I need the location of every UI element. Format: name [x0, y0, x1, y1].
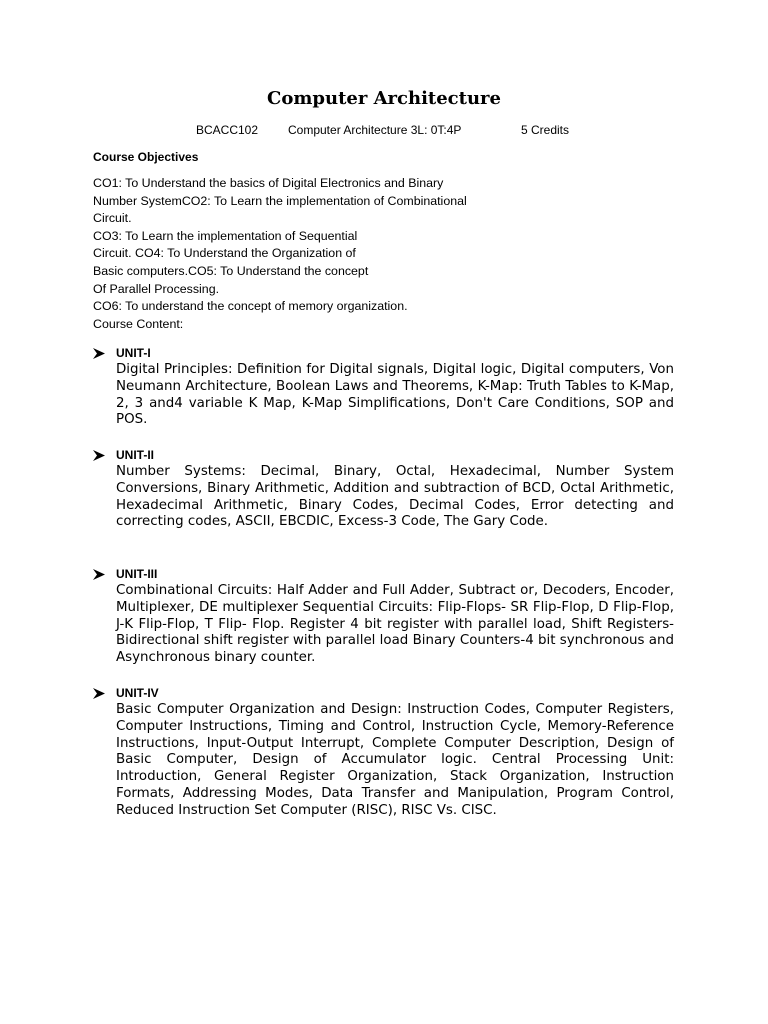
arrowhead-bullet-icon	[93, 569, 105, 580]
unit-description: Digital Principles: Definition for Digital signals, Digital logic, Digital computers, Von Neumann Architecture, Boolean Laws and Theorems, K-Map: Truth Tables to K-Map, 2, 3 and4 variable K Map, K-Map Simplifications, Don't Care Conditions, SOP and POS.	[116, 362, 674, 428]
objectives-heading: Course Objectives	[93, 150, 199, 164]
course-code: BCACC102	[196, 123, 259, 137]
unit-heading	[93, 565, 674, 583]
objective-line: Circuit.	[93, 211, 132, 226]
course-credits: 5 Credits	[521, 123, 570, 137]
unit-title: UNIT-III	[116, 567, 158, 581]
objective-line: CO6: To understand the concept of memory organization.	[93, 299, 408, 314]
unit-title: UNIT-I	[116, 346, 151, 360]
unit-section-2	[93, 446, 674, 531]
unit-title: UNIT-II	[116, 448, 154, 462]
unit-description: Basic Computer Organization and Design: Instruction Codes, Computer Registers, Computer Instructions, Timing and Control, Instruction Cycle, Memory-Reference Instructions, Input-Output Interrupt, Complete Computer Description, Design of Basic Computer, Design of Accumulator logic. Central Processing Unit: Introduction, General Register Organization, Stack Organization, Instruction Formats, Addressing Modes, Data Transfer and Manipulation, Program Control, Reduced Instruction Set Computer (RISC), RISC Vs. CISC.	[116, 702, 674, 818]
arrowhead-bullet-icon	[93, 348, 105, 359]
unit-heading	[93, 684, 674, 702]
unit-description: Number Systems: Decimal, Binary, Octal, Hexadecimal, Number System Conversions, Binary Arithmetic, Addition and subtraction of BCD, Octal Arithmetic, Hexadecimal Arithmetic, Binary Codes, Decimal Codes, Error detecting and correcting codes, ASCII, EBCDIC, Excess-3 Code, The Gary Code.	[116, 464, 674, 530]
unit-section-4	[93, 684, 674, 820]
objective-line: Circuit. CO4: To Understand the Organization of	[93, 246, 356, 261]
page-title: Computer Architecture	[267, 88, 501, 109]
unit-section-1	[93, 344, 674, 429]
objective-line: CO3: To Learn the implementation of Sequential	[93, 228, 358, 243]
objective-line: Number SystemCO2: To Learn the implementation of Combinational	[93, 193, 467, 208]
objective-line: CO1: To Understand the basics of Digital Electronics and Binary	[93, 176, 444, 190]
unit-title: UNIT-IV	[116, 686, 159, 700]
unit-heading	[93, 446, 674, 464]
course-info-line	[0, 121, 768, 139]
objective-line: Of Parallel Processing.	[93, 281, 220, 296]
objective-line: Basic computers.CO5: To Understand the concept	[93, 263, 369, 278]
unit-section-3	[93, 565, 674, 667]
arrowhead-bullet-icon	[93, 688, 105, 699]
arrowhead-bullet-icon	[93, 450, 105, 461]
course-content-label: Course Content:	[93, 316, 184, 331]
course-name: Computer Architecture 3L: 0T:4P	[288, 123, 462, 137]
objectives-list	[93, 175, 513, 333]
unit-heading	[93, 344, 674, 362]
unit-description: Combinational Circuits: Half Adder and Full Adder, Subtract or, Decoders, Encoder, Multiplexer, DE multiplexer Sequential Circuits: Flip-Flops- SR Flip-Flop, D Flip-Flop, J-K Flip-Flop, T Flip- Flop. Register 4 bit register with parallel load, Shift Registers- Bidirectional shift register with parallel load Binary Counters-4 bit synchronous and Asynchronous binary counter.	[116, 583, 674, 666]
